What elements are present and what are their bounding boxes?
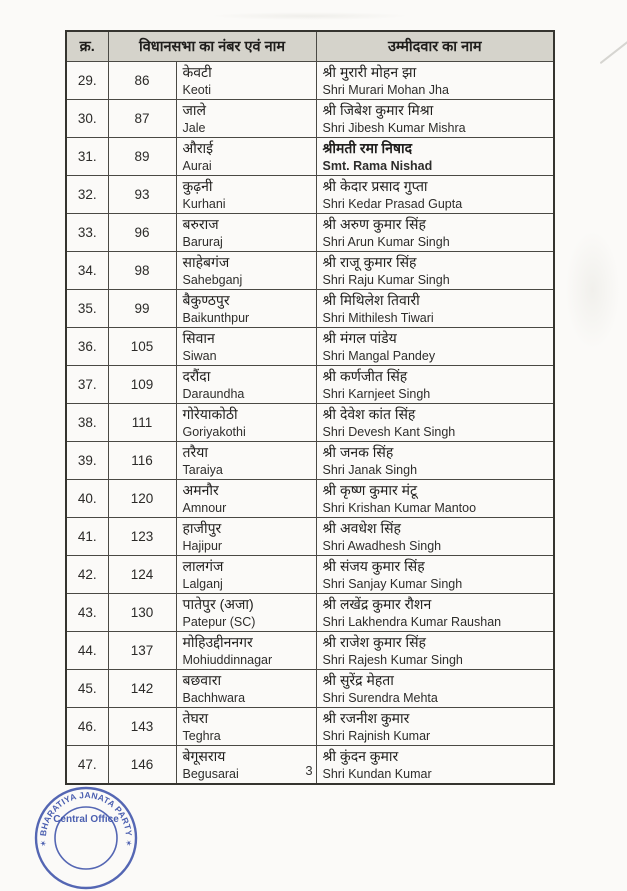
candidate-name-cell: [316, 403, 554, 441]
constituency-name-english: Taraiya: [182, 462, 223, 477]
constituency-number: 146: [130, 756, 154, 772]
constituency-name-hindi: बैकुण्ठपुर: [182, 291, 230, 308]
constituency-number-cell: [108, 251, 176, 289]
table-row: [66, 61, 554, 99]
constituency-name-cell: [176, 593, 316, 631]
constituency-number: 143: [130, 718, 154, 734]
candidate-name-english: Shri Devesh Kant Singh: [322, 424, 456, 439]
table-row: [66, 441, 554, 479]
constituency-name-cell: [176, 707, 316, 745]
candidate-name-english: Shri Kedar Prasad Gupta: [322, 196, 463, 211]
constituency-name-english: Keoti: [182, 82, 211, 97]
candidate-name-hindi: श्री कुंदन कुमार: [322, 747, 399, 764]
page-number: 3: [305, 763, 313, 778]
header-constituency: विधानसभा का नंबर एवं नाम: [108, 31, 316, 61]
candidate-name-cell: [316, 251, 554, 289]
candidate-name-english: Smt. Rama Nishad: [322, 158, 433, 173]
candidate-name-hindi: श्री कृष्ण कुमार मंटू: [322, 481, 418, 498]
candidate-name-cell: [316, 631, 554, 669]
constituency-name-hindi: केवटी: [182, 63, 212, 80]
table-row: [66, 631, 554, 669]
candidate-name-cell: [316, 175, 554, 213]
serial-cell: [66, 175, 108, 213]
scan-smudge: [210, 12, 410, 20]
candidate-name-hindi: श्री कर्णजीत सिंह: [322, 367, 408, 384]
constituency-number: 142: [130, 680, 154, 696]
table-header: [66, 31, 554, 61]
candidate-name-hindi: श्री जनक सिंह: [322, 443, 394, 460]
serial-number: 30.: [77, 110, 97, 126]
constituency-name-english: Mohiuddinnagar: [182, 652, 273, 667]
constituency-name-english: Aurai: [182, 158, 212, 173]
candidate-name-english: Shri Janak Singh: [322, 462, 418, 477]
constituency-number-cell: [108, 517, 176, 555]
table-row: [66, 327, 554, 365]
stamp-office-text: Central Office: [53, 814, 119, 825]
constituency-name-hindi: सिवान: [182, 329, 215, 346]
candidate-name-english: Shri Raju Kumar Singh: [322, 272, 450, 287]
constituency-name-cell: [176, 631, 316, 669]
serial-number: 32.: [77, 186, 97, 202]
candidate-name-hindi: श्री लखेंद्र कुमार रौशन: [322, 595, 432, 612]
bjp-central-office-stamp-icon: [33, 785, 139, 891]
constituency-number: 98: [134, 262, 150, 278]
serial-number: 46.: [77, 718, 97, 734]
table-row: [66, 593, 554, 631]
serial-number: 41.: [77, 528, 97, 544]
table-row: [66, 555, 554, 593]
candidate-name-hindi: श्री मिथिलेश तिवारी: [322, 291, 420, 308]
serial-number: 37.: [77, 376, 97, 392]
stamp-arc-text: ✶ BHARATIYA JANATA PARTY ✶: [37, 789, 135, 848]
constituency-number-cell: [108, 403, 176, 441]
constituency-number: 87: [134, 110, 150, 126]
candidate-list-table: [65, 30, 555, 785]
constituency-number-cell: [108, 99, 176, 137]
table-row: [66, 213, 554, 251]
candidate-name-hindi: श्री देवेश कांत सिंह: [322, 405, 416, 422]
candidate-name-cell: [316, 707, 554, 745]
constituency-name-cell: [176, 479, 316, 517]
constituency-name-english: Lalganj: [182, 576, 223, 591]
table-row: [66, 137, 554, 175]
serial-cell: [66, 669, 108, 707]
constituency-name-english: Kurhani: [182, 196, 226, 211]
candidate-name-hindi: श्री जिबेश कुमार मिश्रा: [322, 101, 434, 118]
constituency-name-hindi: औराई: [182, 139, 214, 156]
scan-smudge: [565, 230, 620, 350]
constituency-number-cell: [108, 61, 176, 99]
candidate-name-english: Shri Krishan Kumar Mantoo: [322, 500, 477, 515]
constituency-number: 137: [130, 642, 154, 658]
serial-cell: [66, 365, 108, 403]
constituency-name-hindi: बरुराज: [182, 215, 219, 232]
serial-cell: [66, 517, 108, 555]
serial-number: 29.: [77, 72, 97, 88]
candidate-name-english: Shri Arun Kumar Singh: [322, 234, 450, 249]
candidate-name-english: Shri Sanjay Kumar Singh: [322, 576, 463, 591]
table-row: [66, 479, 554, 517]
candidate-name-cell: [316, 289, 554, 327]
constituency-number-cell: [108, 479, 176, 517]
constituency-number-cell: [108, 365, 176, 403]
candidate-name-cell: [316, 479, 554, 517]
constituency-number: 123: [130, 528, 154, 544]
candidate-name-cell: [316, 213, 554, 251]
constituency-number-cell: [108, 441, 176, 479]
constituency-name-english: Hajipur: [182, 538, 223, 553]
constituency-name-cell: [176, 555, 316, 593]
constituency-name-cell: [176, 213, 316, 251]
serial-cell: [66, 327, 108, 365]
serial-cell: [66, 631, 108, 669]
constituency-name-cell: [176, 175, 316, 213]
serial-cell: [66, 593, 108, 631]
table-row: [66, 669, 554, 707]
constituency-number: 116: [131, 452, 153, 468]
constituency-name-cell: [176, 99, 316, 137]
serial-number: 40.: [77, 490, 97, 506]
scan-streak: [600, 38, 627, 64]
constituency-name-english: Baikunthpur: [182, 310, 250, 325]
candidate-name-english: Shri Jibesh Kumar Mishra: [322, 120, 466, 135]
constituency-name-hindi: पातेपुर (अजा): [182, 595, 254, 612]
constituency-name-hindi: गोरेयाकोठी: [182, 405, 238, 422]
candidate-name-cell: [316, 365, 554, 403]
constituency-number-cell: [108, 327, 176, 365]
constituency-name-cell: [176, 441, 316, 479]
constituency-name-hindi: लालगंज: [182, 557, 224, 574]
constituency-name-hindi: जाले: [182, 101, 207, 118]
table-row: [66, 517, 554, 555]
constituency-name-hindi: तेघरा: [182, 709, 209, 726]
header-serial: क्र.: [66, 31, 108, 61]
constituency-name-english: Amnour: [182, 500, 227, 515]
table-row: [66, 99, 554, 137]
candidate-name-english: Shri Surendra Mehta: [322, 690, 438, 705]
serial-cell: [66, 441, 108, 479]
constituency-name-cell: [176, 251, 316, 289]
constituency-name-english: Patepur (SC): [182, 614, 256, 629]
constituency-number: 93: [134, 186, 150, 202]
candidate-name-hindi: श्री मुरारी मोहन झा: [322, 63, 417, 80]
constituency-number-cell: [108, 555, 176, 593]
serial-cell: [66, 479, 108, 517]
candidate-name-cell: [316, 327, 554, 365]
constituency-number-cell: [108, 593, 176, 631]
candidate-name-english: Shri Lakhendra Kumar Raushan: [322, 614, 502, 629]
constituency-name-hindi: बेगूसराय: [182, 747, 226, 764]
serial-number: 39.: [77, 452, 97, 468]
candidate-name-hindi: श्री अरुण कुमार सिंह: [322, 215, 426, 232]
constituency-number: 111: [131, 414, 153, 430]
table-body: [66, 61, 554, 784]
constituency-number: 109: [130, 376, 154, 392]
candidate-name-english: Shri Rajnish Kumar: [322, 728, 431, 743]
constituency-number-cell: [108, 631, 176, 669]
constituency-name-english: Goriyakothi: [182, 424, 246, 439]
candidate-name-cell: [316, 669, 554, 707]
serial-cell: [66, 289, 108, 327]
constituency-number: 86: [134, 72, 150, 88]
constituency-number-cell: [108, 137, 176, 175]
candidate-name-hindi: श्री अवधेश सिंह: [322, 519, 401, 536]
serial-number: 31.: [77, 148, 97, 164]
constituency-name-english: Siwan: [182, 348, 217, 363]
constituency-number-cell: [108, 669, 176, 707]
candidate-name-english: Shri Awadhesh Singh: [322, 538, 442, 553]
candidate-name-cell: [316, 441, 554, 479]
constituency-number: 96: [134, 224, 150, 240]
serial-cell: [66, 99, 108, 137]
header-candidate: उम्मीदवार का नाम: [316, 31, 554, 61]
constituency-name-cell: [176, 137, 316, 175]
serial-cell: [66, 555, 108, 593]
table-row: [66, 707, 554, 745]
serial-number: 35.: [77, 300, 97, 316]
serial-number: 42.: [77, 566, 97, 582]
constituency-number-cell: [108, 289, 176, 327]
constituency-name-cell: [176, 365, 316, 403]
constituency-name-hindi: तरैया: [182, 443, 208, 460]
table-row: [66, 403, 554, 441]
table-row: [66, 175, 554, 213]
constituency-name-english: Baruraj: [182, 234, 223, 249]
candidate-name-hindi: श्री राजू कुमार सिंह: [322, 253, 417, 270]
serial-number: 44.: [77, 642, 97, 658]
serial-number: 43.: [77, 604, 97, 620]
constituency-name-cell: [176, 669, 316, 707]
constituency-name-cell: [176, 327, 316, 365]
constituency-number-cell: [108, 707, 176, 745]
constituency-number: 130: [130, 604, 154, 620]
serial-cell: [66, 251, 108, 289]
constituency-name-cell: [176, 61, 316, 99]
constituency-name-hindi: हाजीपुर: [182, 519, 222, 536]
serial-cell: [66, 213, 108, 251]
serial-number: 47.: [77, 756, 97, 772]
candidate-name-english: Shri Karnjeet Singh: [322, 386, 431, 401]
constituency-number: 124: [130, 566, 154, 582]
serial-number: 36.: [77, 338, 97, 354]
candidate-name-cell: [316, 555, 554, 593]
candidate-name-hindi: श्री मंगल पांडेय: [322, 329, 397, 346]
constituency-number: 120: [130, 490, 154, 506]
constituency-name-english: Daraundha: [182, 386, 245, 401]
candidate-name-hindi: श्री सुरेंद्र मेहता: [322, 671, 394, 688]
constituency-name-hindi: दरौंदा: [182, 367, 211, 384]
candidate-name-cell: [316, 137, 554, 175]
table-row: [66, 289, 554, 327]
constituency-name-english: Teghra: [182, 728, 221, 743]
constituency-name-hindi: मोहिउद्दीननगर: [182, 633, 253, 650]
candidate-name-hindi: श्री राजेश कुमार सिंह: [322, 633, 426, 650]
candidate-name-english: Shri Mangal Pandey: [322, 348, 436, 363]
constituency-name-hindi: कुढ़नी: [182, 177, 213, 194]
constituency-name-cell: [176, 289, 316, 327]
serial-number: 33.: [77, 224, 97, 240]
candidate-name-cell: [316, 593, 554, 631]
candidate-name-hindi: श्री केदार प्रसाद गुप्ता: [322, 177, 428, 194]
constituency-number: 105: [130, 338, 154, 354]
candidate-name-english: Shri Murari Mohan Jha: [322, 82, 449, 97]
constituency-name-english: Begusarai: [182, 766, 239, 781]
table-row: [66, 365, 554, 403]
candidate-name-hindi: श्रीमती रमा निषाद: [322, 139, 413, 156]
candidate-name-cell: [316, 99, 554, 137]
serial-number: 45.: [77, 680, 97, 696]
constituency-number: 89: [134, 148, 150, 164]
candidate-name-hindi: श्री संजय कुमार सिंह: [322, 557, 425, 574]
table-row: [66, 251, 554, 289]
serial-cell: [66, 137, 108, 175]
constituency-number-cell: [108, 175, 176, 213]
candidate-name-english: Shri Mithilesh Tiwari: [322, 310, 434, 325]
serial-number: 34.: [77, 262, 97, 278]
candidate-name-cell: [316, 517, 554, 555]
constituency-name-english: Bachhwara: [182, 690, 246, 705]
constituency-number: 99: [134, 300, 150, 316]
serial-cell: [66, 61, 108, 99]
serial-cell: [66, 707, 108, 745]
constituency-name-english: Sahebganj: [182, 272, 243, 287]
constituency-name-hindi: बछवारा: [182, 671, 222, 688]
candidate-name-cell: [316, 61, 554, 99]
serial-cell: [66, 403, 108, 441]
constituency-name-english: Jale: [182, 120, 206, 135]
candidate-name-hindi: श्री रजनीश कुमार: [322, 709, 410, 726]
constituency-name-hindi: साहेबगंज: [182, 253, 230, 270]
constituency-number-cell: [108, 213, 176, 251]
constituency-name-cell: [176, 517, 316, 555]
serial-number: 38.: [77, 414, 97, 430]
constituency-name-cell: [176, 403, 316, 441]
candidate-name-english: Shri Rajesh Kumar Singh: [322, 652, 463, 667]
constituency-name-hindi: अमनौर: [182, 481, 219, 498]
candidate-name-english: Shri Kundan Kumar: [322, 766, 432, 781]
